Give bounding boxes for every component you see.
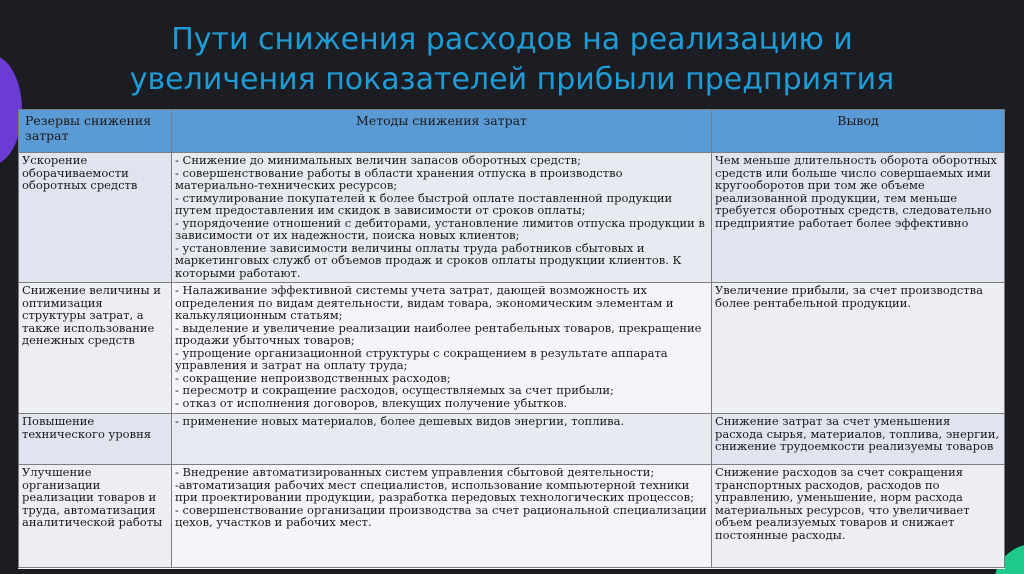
table-header-row (19, 110, 1005, 153)
table-row (19, 414, 1005, 465)
conclusion-cell: Увеличение прибыли, за счет производства более рентабельной продукции. (712, 283, 1005, 414)
method-item: - Внедрение автоматизированных систем управления сбытовой деятельности; (175, 465, 655, 479)
conclusion-cell: Снижение расходов за счет сокращения транспортных расходов, расходов по управлению, уменьшение, норм расхода материальных ресурсов, что увеличивает объем реализуемых товаров и снижает постоянные расходы. (712, 465, 1005, 568)
table-row (19, 465, 1005, 568)
title-line-2: увеличения показателей прибыли предприятия (129, 62, 895, 97)
conclusion-cell: Снижение затрат за счет уменьшения расхода сырья, материалов, топлива, энергии, снижение трудоемкости реализуемы товаров (712, 414, 1005, 465)
method-item: -автоматизация рабочих мест специалистов, использование компьютерной техники при проектировании продукции, разработка передовых технологических процессов; (175, 477, 694, 504)
reserve-cell: Улучшение организации реализации товаров и труда, автоматизация аналитической работы (19, 465, 172, 568)
method-item: - Налаживание эффективной системы учета затрат, дающей возможность их определения по видам деятельности, видам товара, экономическим элементам и калькуляционным статьям; (175, 283, 674, 322)
cost-reduction-table (18, 109, 1005, 569)
header-reserves: Резервы снижения затрат (19, 110, 172, 153)
method-item: - совершенствование работы в области хранения отпуска в производство материально-технических ресурсов; (175, 165, 623, 192)
methods-cell (172, 283, 712, 414)
reserve-cell: Повышение технического уровня (19, 414, 172, 465)
reserve-cell: Снижение величины и оптимизация структуры затрат, а также использование денежных средств (19, 283, 172, 414)
method-item: - сокращение непроизводственных расходов; (175, 370, 451, 385)
method-item: - стимулирование покупателей к более быстрой оплате поставленной продукции путем предоставления им скидок в зависимости от сроков оплаты; (175, 190, 673, 217)
methods-cell (172, 465, 712, 568)
title-line-1: Пути снижения расходов на реализацию и (171, 22, 853, 57)
method-item: - упрощение организационной структуры с сокращением в результате аппарата управления и затрат на оплату труда; (175, 345, 668, 372)
slide-title (0, 20, 1024, 100)
method-item: - применение новых материалов, более дешевых видов энергии, топлива. (175, 414, 625, 428)
method-item: - отказ от исполнения договоров, влекущих получение убытков. (175, 395, 568, 410)
header-conclusion: Вывод (712, 110, 1005, 153)
method-item: - установление зависимости величины оплаты труда работников сбытовых и маркетинговых служб от объемов продаж и сроков оплаты продукции клиентов. К которыми работают. (175, 240, 682, 280)
method-item: - совершенствование организации производства за счет рациональной специализации цехов, участков и рабочих мест. (175, 502, 707, 529)
table-row (19, 153, 1005, 283)
method-item: - Снижение до минимальных величин запасов оборотных средств; (175, 153, 581, 167)
conclusion-cell: Чем меньше длительность оборота оборотных средств или больше число совершаемых ими кругооборотов при том же объеме реализованной продукции, тем меньше требуется оборотных средств, следовательно предприятие работает более эффективно (712, 153, 1005, 283)
method-item: - упорядочение отношений с дебиторами, установление лимитов отпуска продукции в зависимости от их надежности, поиска новых клиентов; (175, 215, 705, 242)
method-item: - пересмотр и сокращение расходов, осуществляемых за счет прибыли; (175, 383, 614, 397)
reserve-cell: Ускорение оборачиваемости оборотных средств (19, 153, 172, 283)
table-row (19, 283, 1005, 414)
header-methods: Методы снижения затрат (172, 110, 712, 153)
methods-cell (172, 414, 712, 465)
method-item: - выделение и увеличение реализации наиболее рентабельных товаров, прекращение продажи убыточных товаров; (175, 320, 702, 347)
methods-cell (172, 153, 712, 283)
table (18, 109, 1005, 568)
